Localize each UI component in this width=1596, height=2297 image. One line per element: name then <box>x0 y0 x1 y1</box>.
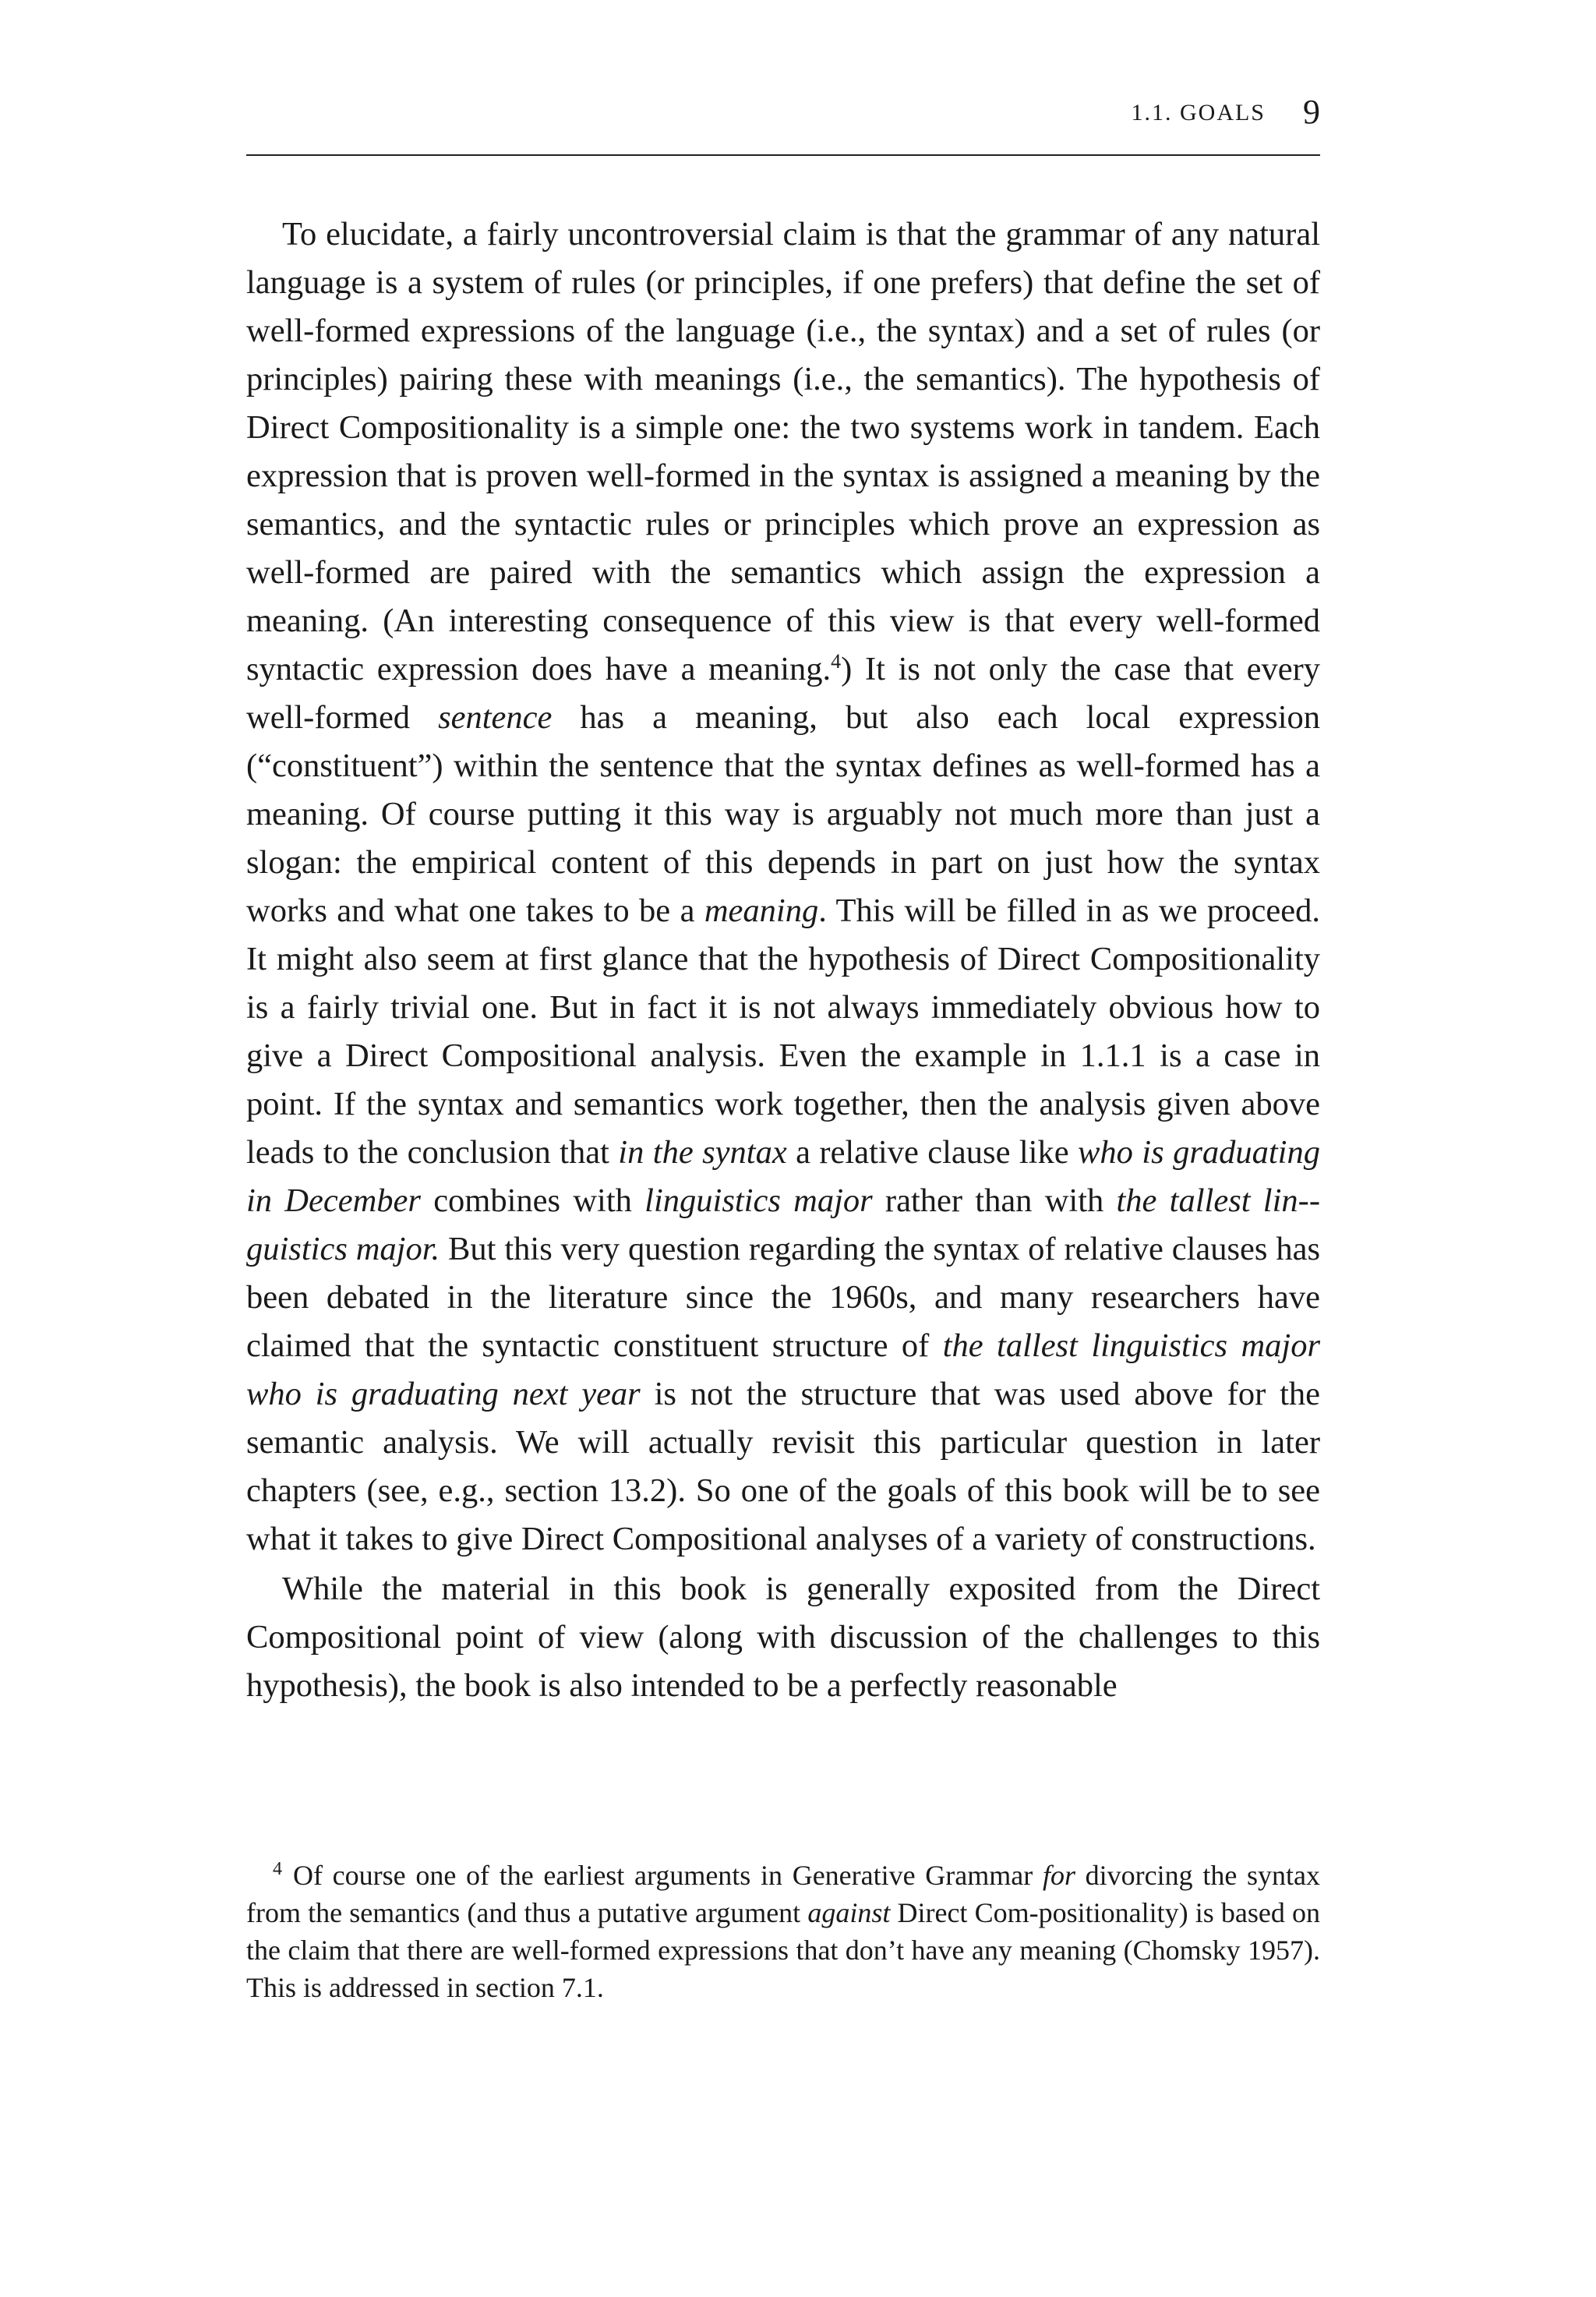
running-head <box>246 92 1320 156</box>
italic-text: meaning <box>704 892 819 929</box>
text-segment: While the material in this book is generally exposited from the Direct Compositional point of view (along with discussion of the challenges to this hypothesis), the book is also intended to be a perfectly reasonable <box>246 1571 1320 1704</box>
text-segment: a relative clause like <box>786 1134 1079 1171</box>
text-segment: rather than with <box>872 1182 1117 1219</box>
italic-text: against <box>807 1897 891 1928</box>
italic-text: the tallest lin-guistics major. <box>246 1182 1320 1267</box>
italic-text: sentence <box>438 699 553 736</box>
text-segment: Direct Com-positionality) is based on the claim that there are well-formed expressions that don’t have any meaning (Chomsky 1957). This is addressed in section 7.1. <box>246 1897 1320 2003</box>
text-segment: Of course one of the earliest arguments in Generative Grammar <box>293 1860 1043 1891</box>
text-segment: But this very question regarding the syntax of relative clauses has been debated in the literature since the 1960s, and many researchers have claimed that the syntactic constituent structure of <box>246 1231 1320 1364</box>
footnotes <box>246 1857 1320 2006</box>
section-title: 1.1. GOALS <box>1131 100 1266 125</box>
footnote-ref: 4 <box>831 649 842 673</box>
main-text <box>246 210 1320 1710</box>
text-segment: divorcing the syntax from the semantics (and thus a putative argument <box>246 1860 1320 1928</box>
footnote <box>246 1857 1320 2006</box>
text-segment: To elucidate, a fairly uncontroversial claim is that the grammar of any natural language is a system of rules (or principles, if one prefers) that define the set of well-formed expressions of the language (i.e., the syntax) and a set of rules (or principles) pairing these with meanings (i.e., the semantics). The hypothesis of Direct Compositionality is a simple one: the two systems work in tandem. Each expression that is proven well-formed in the syntax is assigned a meaning by the semantics, and the syntactic rules or principles which prove an expression as well-formed are paired with the semantics which assign the expression a meaning. (An interesting consequence of this view is that every well-formed syntactic expression does have a meaning. <box>246 216 1320 687</box>
italic-text: in the syntax <box>618 1134 787 1171</box>
page-number: 9 <box>1303 93 1320 131</box>
footnote-marker: 4 <box>273 1859 282 1879</box>
text-segment: has a meaning, but also each local expression (“constituent”) within the sentence that the syntax defines as well-formed has a meaning. Of course putting it this way is arguably not much more than just a slogan: the empirical content of this depends in part on just how the syntax works and what one takes to be a <box>246 699 1320 929</box>
italic-text: linguistics major <box>644 1182 873 1219</box>
italic-text: for <box>1042 1860 1075 1891</box>
paragraph <box>246 210 1320 1564</box>
text-segment: ) It is not only the case that every well-formed <box>246 651 1320 736</box>
text-segment: . This will be filled in as we proceed. It might also seem at first glance that the hypothesis of Direct Compositionality is a fairly trivial one. But in fact it is not always immediately obvious how to give a Direct Compositional analysis. Even the example in 1.1.1 is a case in point. If the syntax and semantics work together, then the analysis given above leads to the conclusion that <box>246 892 1320 1171</box>
text-segment: combines with <box>420 1182 645 1219</box>
italic-text: the tallest linguistics major who is graduating next year <box>246 1327 1320 1412</box>
text-segment: is not the structure that was used above for the semantic analysis. We will actually revisit this particular question in later chapters (see, e.g., section 13.2). So one of the goals of this book will be to see what it takes to give Direct Compositional analyses of a variety of constructions. <box>246 1376 1320 1557</box>
italic-text: who is graduating in December <box>246 1134 1320 1219</box>
paragraph <box>246 1565 1320 1710</box>
